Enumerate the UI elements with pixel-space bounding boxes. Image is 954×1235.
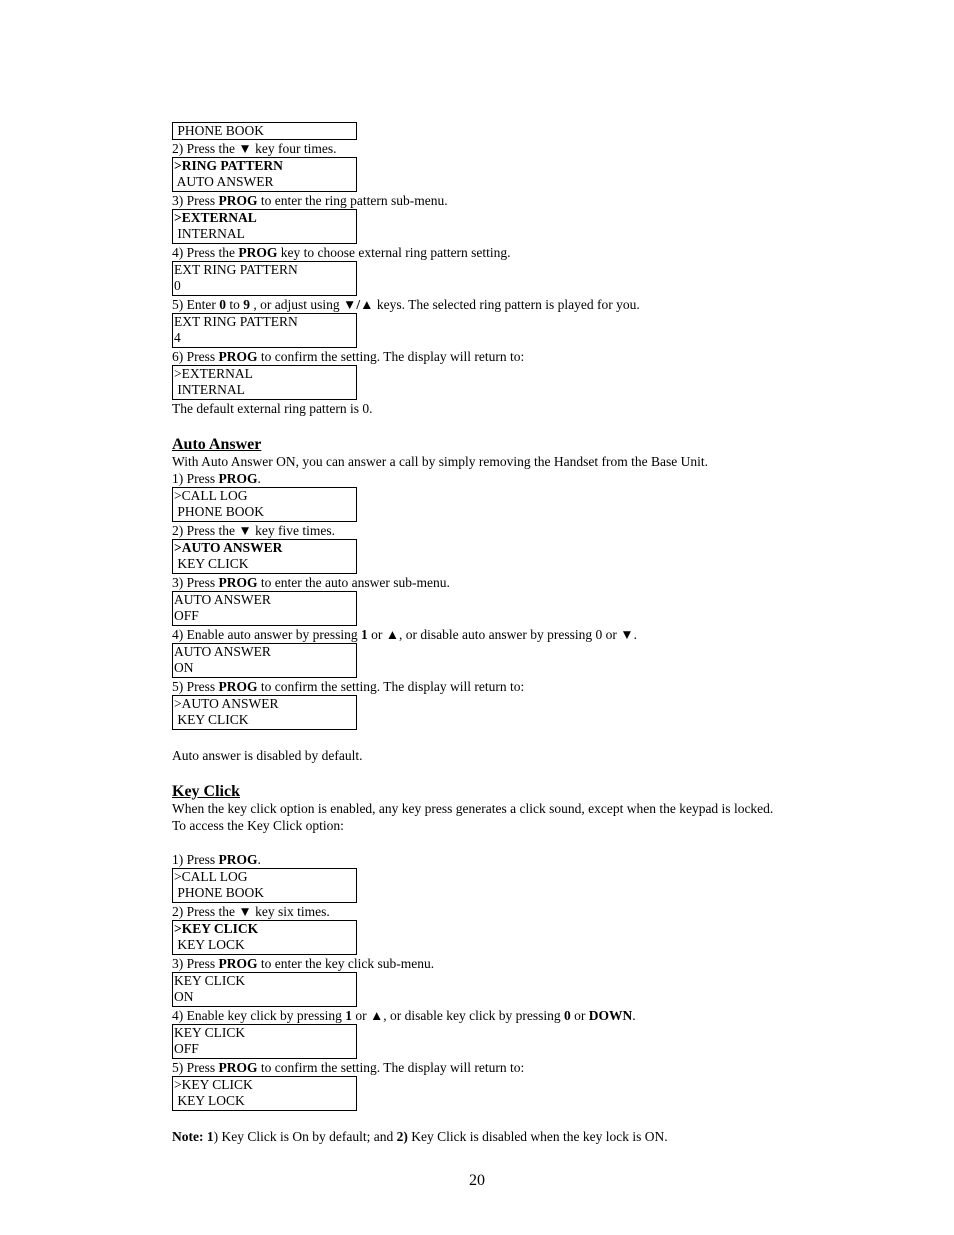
display-line xyxy=(173,644,356,661)
text-run: PHONE BOOK xyxy=(174,504,265,519)
display-line xyxy=(173,210,356,227)
lcd-display-box xyxy=(172,972,357,1007)
text-run: >KEY CLICK xyxy=(174,920,259,936)
blank-line xyxy=(172,834,832,851)
text-run: Note: 1 xyxy=(172,1128,214,1144)
text-run: To access the Key Click option: xyxy=(172,817,344,833)
lcd-display-box xyxy=(172,157,357,192)
blank-line xyxy=(172,730,832,747)
text-run: PROG xyxy=(218,348,258,364)
text-run: >RING PATTERN xyxy=(174,157,283,173)
display-line xyxy=(173,973,356,990)
text-run: PHONE BOOK xyxy=(174,123,265,138)
text-run: AUTO ANSWER xyxy=(174,591,271,607)
text-run: AUTO ANSWER xyxy=(174,643,271,659)
manual-page-content xyxy=(172,122,832,1145)
text-run: to enter the auto answer sub-menu. xyxy=(257,574,450,590)
section-heading xyxy=(172,783,832,800)
text-run: Auto answer is disabled by default. xyxy=(172,747,363,763)
text-run: >AUTO ANSWER xyxy=(174,695,279,711)
display-line xyxy=(173,869,356,886)
text-run: 3) Press xyxy=(172,574,219,590)
text-run: 3) Press xyxy=(172,192,219,208)
text-run: ON xyxy=(174,660,194,675)
text-run: With Auto Answer ON, you can answer a call by simply removing the Handset from the Base Unit. xyxy=(172,453,708,469)
instruction-text xyxy=(172,747,832,764)
text-run: to confirm the setting. The display will return to: xyxy=(257,348,525,364)
display-line xyxy=(173,937,356,954)
lcd-display-box xyxy=(172,365,357,400)
text-run: INTERNAL xyxy=(174,226,245,241)
display-line xyxy=(173,174,356,191)
display-line xyxy=(173,123,356,139)
lcd-display-box xyxy=(172,695,357,730)
text-run: KEY CLICK xyxy=(174,556,249,571)
text-run: >CALL LOG xyxy=(174,868,248,884)
text-run: KEY CLICK xyxy=(174,712,249,727)
text-run: to enter the ring pattern sub-menu. xyxy=(257,192,448,208)
text-run: 1) Press xyxy=(172,851,219,867)
instruction-text xyxy=(172,140,832,157)
display-line xyxy=(173,382,356,399)
instruction-text xyxy=(172,192,832,209)
display-line xyxy=(173,660,356,677)
lcd-display-box xyxy=(172,122,357,140)
text-run: or ▲, or disable auto answer by pressing 0 or ▼. xyxy=(367,626,637,642)
text-run: 0 xyxy=(564,1007,571,1023)
text-run: OFF xyxy=(174,608,199,623)
instruction-text xyxy=(172,626,832,643)
display-line xyxy=(173,314,356,331)
text-run: KEY LOCK xyxy=(174,937,245,952)
text-run: ON xyxy=(174,989,194,1004)
text-run: EXT RING PATTERN xyxy=(174,313,298,329)
page-number: 20 xyxy=(469,1172,485,1189)
text-run: When the key click option is enabled, any key press generates a click sound, except when the keypad is locked. xyxy=(172,800,774,816)
text-run: 2) xyxy=(396,1128,408,1144)
instruction-text xyxy=(172,1128,832,1145)
text-run: 4) Press the xyxy=(172,244,239,260)
text-run: key to choose external ring pattern setting. xyxy=(277,244,511,260)
text-run: PROG xyxy=(218,955,258,971)
text-run: PROG xyxy=(218,1059,258,1075)
lcd-display-box xyxy=(172,487,357,522)
text-run: . xyxy=(257,470,261,486)
lcd-display-box xyxy=(172,261,357,296)
text-run: Key Click is disabled when the key lock is ON. xyxy=(407,1128,668,1144)
display-line xyxy=(173,592,356,609)
display-line xyxy=(173,278,356,295)
text-run: 2) Press the ▼ key four times. xyxy=(172,140,337,156)
instruction-text xyxy=(172,522,832,539)
instruction-text xyxy=(172,453,832,470)
text-run: to confirm the setting. The display will return to: xyxy=(257,678,525,694)
text-run: 5) Press xyxy=(172,1059,219,1075)
text-run: PROG xyxy=(238,244,278,260)
text-run: >KEY CLICK xyxy=(174,1076,253,1092)
display-line xyxy=(173,262,356,279)
text-run: 0 xyxy=(219,296,226,312)
text-run: OFF xyxy=(174,1041,199,1056)
text-run: The default external ring pattern is 0. xyxy=(172,400,373,416)
blank-line xyxy=(172,1111,832,1128)
lcd-display-box xyxy=(172,1076,357,1111)
lcd-display-box xyxy=(172,209,357,244)
display-line xyxy=(173,540,356,557)
lcd-display-box xyxy=(172,1024,357,1059)
text-run: Key Click xyxy=(172,782,240,800)
text-run: keys. The selected ring pattern is played for you. xyxy=(373,296,640,312)
display-line xyxy=(173,556,356,573)
text-run: 4 xyxy=(174,330,181,345)
text-run: >CALL LOG xyxy=(174,487,248,503)
display-line xyxy=(173,608,356,625)
lcd-display-box xyxy=(172,868,357,903)
instruction-text xyxy=(172,955,832,972)
display-line xyxy=(173,1077,356,1094)
text-run: 9 xyxy=(243,296,250,312)
lcd-display-box xyxy=(172,539,357,574)
text-run: to enter the key click sub-menu. xyxy=(257,955,435,971)
text-run: PROG xyxy=(218,574,258,590)
lcd-display-box xyxy=(172,643,357,678)
instruction-text xyxy=(172,244,832,261)
display-line xyxy=(173,488,356,505)
display-line xyxy=(173,1025,356,1042)
text-run: PROG xyxy=(218,851,258,867)
display-line xyxy=(173,158,356,175)
display-line xyxy=(173,885,356,902)
text-run: . xyxy=(257,851,261,867)
display-line xyxy=(173,921,356,938)
text-run: 5) Enter xyxy=(172,296,220,312)
lcd-display-box xyxy=(172,313,357,348)
display-line xyxy=(173,1093,356,1110)
text-run: or xyxy=(570,1007,589,1023)
text-run: >AUTO ANSWER xyxy=(174,539,283,555)
text-run: 1 xyxy=(360,626,368,642)
text-run: AUTO ANSWER xyxy=(174,174,274,189)
text-run: 0 xyxy=(174,278,181,293)
text-run: 2) Press the ▼ key six times. xyxy=(172,903,330,919)
text-run: PHONE BOOK xyxy=(174,885,265,900)
display-line xyxy=(173,1041,356,1058)
text-run: , or adjust using xyxy=(250,296,343,312)
instruction-text xyxy=(172,470,832,487)
text-run: KEY CLICK xyxy=(174,1024,246,1040)
text-run: to xyxy=(225,296,244,312)
instruction-text xyxy=(172,1007,832,1024)
text-run: DOWN xyxy=(588,1007,633,1023)
text-run: 5) Press xyxy=(172,678,219,694)
text-run: or ▲, or disable key click by pressing xyxy=(351,1007,565,1023)
text-run: Auto Answer xyxy=(172,435,262,453)
instruction-text xyxy=(172,400,832,417)
display-line xyxy=(173,989,356,1006)
instruction-text xyxy=(172,574,832,591)
instruction-text xyxy=(172,1059,832,1076)
text-run: >EXTERNAL xyxy=(174,365,253,381)
text-run: 1 xyxy=(345,1007,352,1023)
text-run: KEY CLICK xyxy=(174,972,246,988)
text-run: 3) Press xyxy=(172,955,219,971)
text-run: to confirm the setting. The display will return to: xyxy=(257,1059,525,1075)
text-run: PROG xyxy=(218,470,258,486)
instruction-text xyxy=(172,817,832,834)
section-heading xyxy=(172,436,832,453)
display-line xyxy=(173,712,356,729)
display-line xyxy=(173,696,356,713)
text-run: EXT RING PATTERN xyxy=(174,261,298,277)
instruction-text xyxy=(172,851,832,868)
text-run: 1) Press xyxy=(172,470,219,486)
display-line xyxy=(173,226,356,243)
text-run: 6) Press xyxy=(172,348,219,364)
instruction-text xyxy=(172,296,832,313)
text-run: 4) Enable auto answer by pressing xyxy=(172,626,361,642)
lcd-display-box xyxy=(172,920,357,955)
text-run: PROG xyxy=(218,678,258,694)
lcd-display-box xyxy=(172,591,357,626)
text-run: KEY LOCK xyxy=(174,1093,245,1108)
text-run: ▼/▲ xyxy=(343,296,374,312)
text-run: 2) Press the ▼ key five times. xyxy=(172,522,335,538)
text-run: INTERNAL xyxy=(174,382,245,397)
instruction-text xyxy=(172,903,832,920)
display-line xyxy=(173,366,356,383)
text-run: >EXTERNAL xyxy=(174,209,257,225)
text-run: PROG xyxy=(218,192,258,208)
instruction-text xyxy=(172,800,832,817)
text-run: ) Key Click is On by default; and xyxy=(213,1128,397,1144)
display-line xyxy=(173,504,356,521)
text-run: 4) Enable key click by pressing xyxy=(172,1007,346,1023)
instruction-text xyxy=(172,348,832,365)
display-line xyxy=(173,330,356,347)
text-run: . xyxy=(632,1007,636,1023)
instruction-text xyxy=(172,678,832,695)
